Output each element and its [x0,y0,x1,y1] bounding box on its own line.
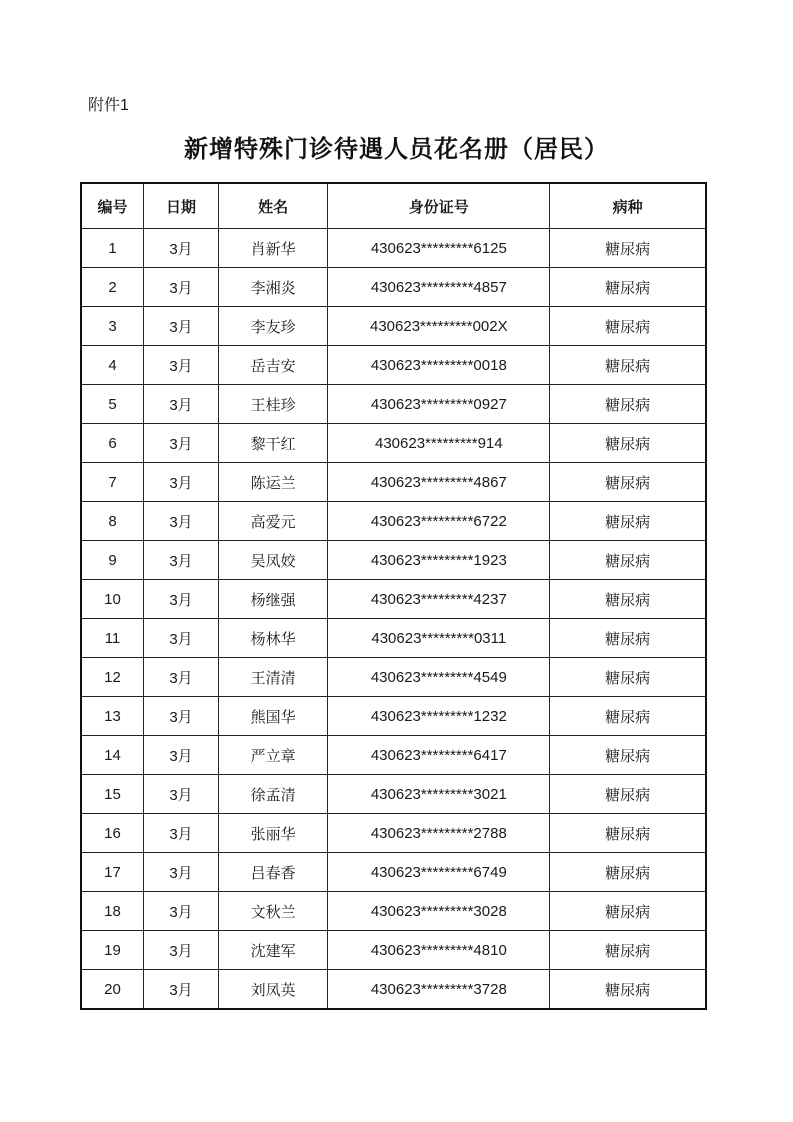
cell-id-number: 430623*********4857 [328,268,550,307]
cell-disease: 糖尿病 [550,619,706,658]
cell-name: 吴凤姣 [219,541,328,580]
cell-number: 19 [81,931,144,970]
cell-disease: 糖尿病 [550,853,706,892]
cell-disease: 糖尿病 [550,463,706,502]
cell-name: 陈运兰 [219,463,328,502]
cell-name: 熊国华 [219,697,328,736]
cell-number: 4 [81,346,144,385]
cell-id-number: 430623*********3028 [328,892,550,931]
cell-date: 3月 [144,736,219,775]
cell-date: 3月 [144,541,219,580]
cell-name: 沈建军 [219,931,328,970]
cell-name: 王桂珍 [219,385,328,424]
cell-number: 14 [81,736,144,775]
cell-id-number: 430623*********6722 [328,502,550,541]
cell-name: 杨林华 [219,619,328,658]
cell-id-number: 430623*********4549 [328,658,550,697]
cell-disease: 糖尿病 [550,931,706,970]
table-row [81,346,706,385]
table-row [81,775,706,814]
cell-date: 3月 [144,931,219,970]
cell-disease: 糖尿病 [550,736,706,775]
cell-date: 3月 [144,892,219,931]
cell-name: 徐孟清 [219,775,328,814]
cell-number: 8 [81,502,144,541]
cell-number: 12 [81,658,144,697]
cell-id-number: 430623*********2788 [328,814,550,853]
cell-id-number: 430623*********3728 [328,970,550,1010]
cell-disease: 糖尿病 [550,658,706,697]
cell-id-number: 430623*********6417 [328,736,550,775]
cell-name: 张丽华 [219,814,328,853]
table-row [81,814,706,853]
cell-id-number: 430623*********1232 [328,697,550,736]
cell-date: 3月 [144,775,219,814]
cell-id-number: 430623*********002X [328,307,550,346]
column-header-number: 编号 [81,183,144,229]
cell-disease: 糖尿病 [550,697,706,736]
cell-date: 3月 [144,463,219,502]
cell-id-number: 430623*********0311 [328,619,550,658]
cell-disease: 糖尿病 [550,307,706,346]
cell-disease: 糖尿病 [550,229,706,268]
table-row [81,697,706,736]
column-header-name: 姓名 [219,183,328,229]
cell-id-number: 430623*********914 [328,424,550,463]
cell-name: 杨继强 [219,580,328,619]
cell-name: 吕春香 [219,853,328,892]
cell-name: 李友珍 [219,307,328,346]
cell-number: 2 [81,268,144,307]
cell-number: 16 [81,814,144,853]
table-row [81,580,706,619]
cell-id-number: 430623*********4867 [328,463,550,502]
roster-table [80,182,707,1010]
table-row [81,619,706,658]
table-row [81,970,706,1010]
cell-number: 17 [81,853,144,892]
table-body [81,229,706,1010]
cell-disease: 糖尿病 [550,385,706,424]
cell-number: 5 [81,385,144,424]
table-row [81,424,706,463]
cell-date: 3月 [144,580,219,619]
cell-date: 3月 [144,424,219,463]
cell-date: 3月 [144,814,219,853]
table-row [81,853,706,892]
table-row [81,892,706,931]
cell-date: 3月 [144,658,219,697]
cell-name: 刘凤英 [219,970,328,1010]
attachment-label: 附件1 [88,97,129,114]
cell-disease: 糖尿病 [550,502,706,541]
cell-id-number: 430623*********0927 [328,385,550,424]
page-title: 新增特殊门诊待遇人员花名册（居民） [184,137,609,163]
cell-name: 肖新华 [219,229,328,268]
table-row [81,502,706,541]
cell-date: 3月 [144,619,219,658]
cell-date: 3月 [144,307,219,346]
cell-date: 3月 [144,697,219,736]
cell-name: 黎干红 [219,424,328,463]
cell-number: 3 [81,307,144,346]
cell-disease: 糖尿病 [550,541,706,580]
table-header-row [81,183,706,229]
cell-date: 3月 [144,229,219,268]
cell-name: 高爱元 [219,502,328,541]
cell-date: 3月 [144,385,219,424]
column-header-id-number: 身份证号 [328,183,550,229]
column-header-disease: 病种 [550,183,706,229]
cell-disease: 糖尿病 [550,580,706,619]
cell-number: 13 [81,697,144,736]
cell-date: 3月 [144,853,219,892]
cell-date: 3月 [144,268,219,307]
cell-date: 3月 [144,502,219,541]
cell-disease: 糖尿病 [550,775,706,814]
table-row [81,307,706,346]
cell-id-number: 430623*********3021 [328,775,550,814]
cell-number: 10 [81,580,144,619]
cell-number: 15 [81,775,144,814]
cell-number: 18 [81,892,144,931]
cell-date: 3月 [144,346,219,385]
table-row [81,463,706,502]
cell-id-number: 430623*********6125 [328,229,550,268]
cell-id-number: 430623*********1923 [328,541,550,580]
cell-disease: 糖尿病 [550,346,706,385]
cell-disease: 糖尿病 [550,892,706,931]
cell-id-number: 430623*********4810 [328,931,550,970]
cell-disease: 糖尿病 [550,268,706,307]
table-row [81,658,706,697]
cell-number: 1 [81,229,144,268]
cell-name: 岳吉安 [219,346,328,385]
cell-number: 11 [81,619,144,658]
table-row [81,385,706,424]
cell-disease: 糖尿病 [550,970,706,1010]
cell-name: 文秋兰 [219,892,328,931]
table-row [81,736,706,775]
table-row [81,229,706,268]
cell-disease: 糖尿病 [550,814,706,853]
cell-id-number: 430623*********6749 [328,853,550,892]
cell-number: 7 [81,463,144,502]
cell-name: 王清清 [219,658,328,697]
column-header-date: 日期 [144,183,219,229]
cell-name: 李湘炎 [219,268,328,307]
cell-number: 9 [81,541,144,580]
table-row [81,268,706,307]
cell-number: 6 [81,424,144,463]
cell-number: 20 [81,970,144,1010]
cell-name: 严立章 [219,736,328,775]
cell-date: 3月 [144,970,219,1010]
cell-id-number: 430623*********4237 [328,580,550,619]
cell-id-number: 430623*********0018 [328,346,550,385]
cell-disease: 糖尿病 [550,424,706,463]
table-row [81,541,706,580]
table-row [81,931,706,970]
